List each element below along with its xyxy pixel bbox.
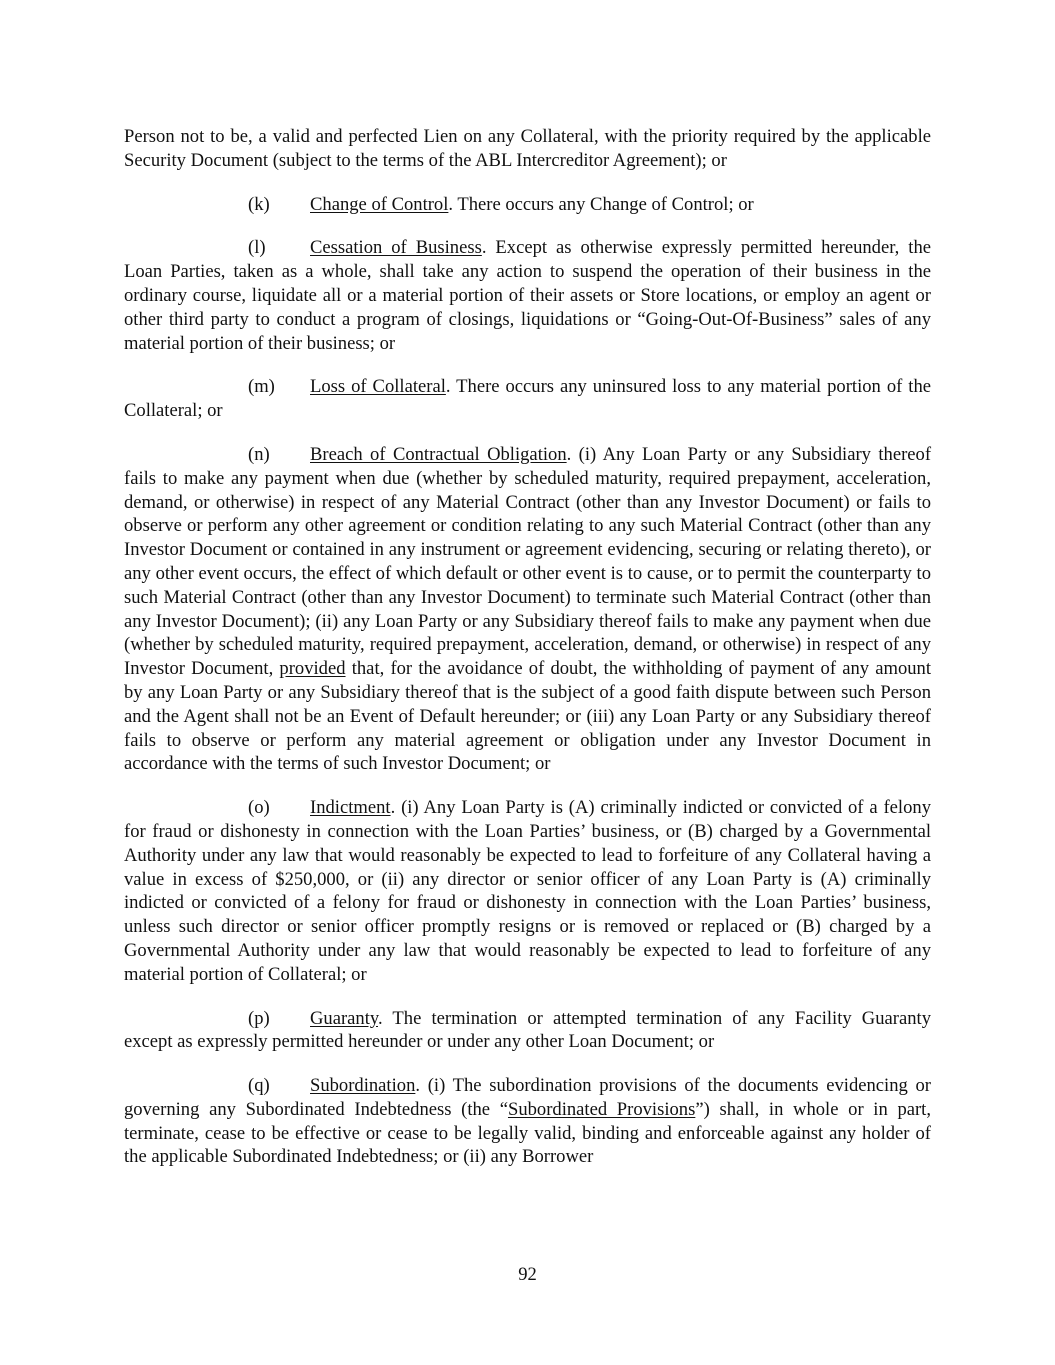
clause-o [124, 796, 931, 986]
clause-q-text-1: . (i) The subordination provisions of the documents evidencing or governing any Subordinated Indebtedness (the “ [124, 1075, 931, 1120]
clause-o-heading: Indictment [310, 797, 391, 819]
clause-m [124, 375, 931, 423]
page-number: 92 [518, 1264, 537, 1285]
clause-q-label: (q) [248, 1075, 270, 1097]
clause-m-text: . There occurs any uninsured loss to any material portion of the Collateral; or [124, 376, 931, 422]
clause-k-label: (k) [248, 193, 270, 215]
clause-k [124, 193, 931, 217]
continuation-paragraph: Person not to be, a valid and perfected Lien on any Collateral, with the priority required by the applicable Security Document (subject to the terms of the ABL Intercreditor Agreement); or [124, 126, 931, 171]
clause-m-heading: Loss of Collateral [310, 376, 446, 398]
clause-q [124, 1074, 931, 1169]
clause-k-text: . There occurs any Change of Control; or [448, 193, 754, 215]
clause-n-text-2: that, for the avoidance of doubt, the withholding of payment of any amount by any Loan Party or any Subsidiary thereof that is the subject of a good faith dispute between such Person and the Agent shall not be an Event of Default hereunder; or (iii) any Loan Party or any Subsidiary thereof fails to observe or perform any material agreement or obligation under any Investor Document in accordance with the terms of such Investor Document; or [124, 658, 932, 775]
clause-m-label: (m) [248, 376, 275, 398]
clause-n [124, 443, 931, 776]
clause-l [124, 236, 931, 355]
clause-p [124, 1007, 931, 1055]
clause-p-label: (p) [248, 1007, 270, 1029]
clause-p-heading: Guaranty [310, 1007, 378, 1029]
clause-l-label: (l) [248, 237, 266, 259]
clause-o-label: (o) [248, 797, 270, 819]
clause-q-text-2: ”) shall, in whole or in part, terminate, cease to be effective or cease to be legally valid, binding and enforceable against any holder of the applicable Subordinated Indebtedness; or (ii) any Borrower [124, 1098, 931, 1168]
clause-o-text: . (i) Any Loan Party is (A) criminally indicted or convicted of a felony for fraud or dishonesty in connection with the Loan Parties’ business, or (B) charged by a Governmental Authority under any law that would reasonably be expected to lead to forfeiture of any Collateral having a value in excess of $250,000, or (ii) any director or senior officer of any Loan Party is (A) criminally indicted or convicted of a felony for fraud or dishonesty in connection with the Loan Parties’ business, unless such director or senior officer promptly resigns or is removed or replaced or (B) charged by a Governmental Authority under any law that would reasonably be expected to lead to forfeiture of any material portion of Collateral; or [124, 797, 931, 985]
clause-q-heading: Subordination [310, 1075, 416, 1097]
clause-n-provided: provided [279, 658, 346, 680]
clause-p-text: . The termination or attempted termination of any Facility Guaranty except as expressly permitted hereunder or under any other Loan Document; or [124, 1007, 931, 1053]
clause-l-text: . Except as otherwise expressly permitted hereunder, the Loan Parties, taken as a whole, shall take any action to suspend the operation of their business in the ordinary course, liquidate all or a material portion of their assets or Store locations, or employ an agent or other third party to conduct a program of closings, liquidations or “Going-Out-Of-Business” sales of any material portion of their business; or [124, 237, 931, 354]
clause-k-heading: Change of Control [310, 193, 449, 215]
clause-n-label: (n) [248, 443, 270, 465]
clause-n-heading: Breach of Contractual Obligation [310, 443, 567, 465]
clause-l-heading: Cessation of Business [310, 237, 482, 259]
clause-q-defined-term: Subordinated Provisions [507, 1098, 696, 1120]
clause-n-text-1: . (i) Any Loan Party or any Subsidiary thereof fails to make any payment when due (whether by scheduled maturity, required prepayment, acceleration, demand, or otherwise) in respect of any Material Contract (other than any Investor Document) or fails to observe or perform any other agreement or condition relating to any such Material Contract (other than any Investor Document or contained in any instrument or agreement evidencing, securing or relating thereto), or any other event occurs, the effect of which default or other event is to cause, or to permit the counterparty to such Material Contract (other than any Investor Document) to terminate such Material Contract (other than any Investor Document); (ii) any Loan Party or any Subsidiary thereof fails to make any payment when due (whether by scheduled maturity, required prepayment, acceleration, demand, or otherwise) in respect of any Investor Document, [124, 443, 932, 680]
document-page [124, 125, 931, 1189]
